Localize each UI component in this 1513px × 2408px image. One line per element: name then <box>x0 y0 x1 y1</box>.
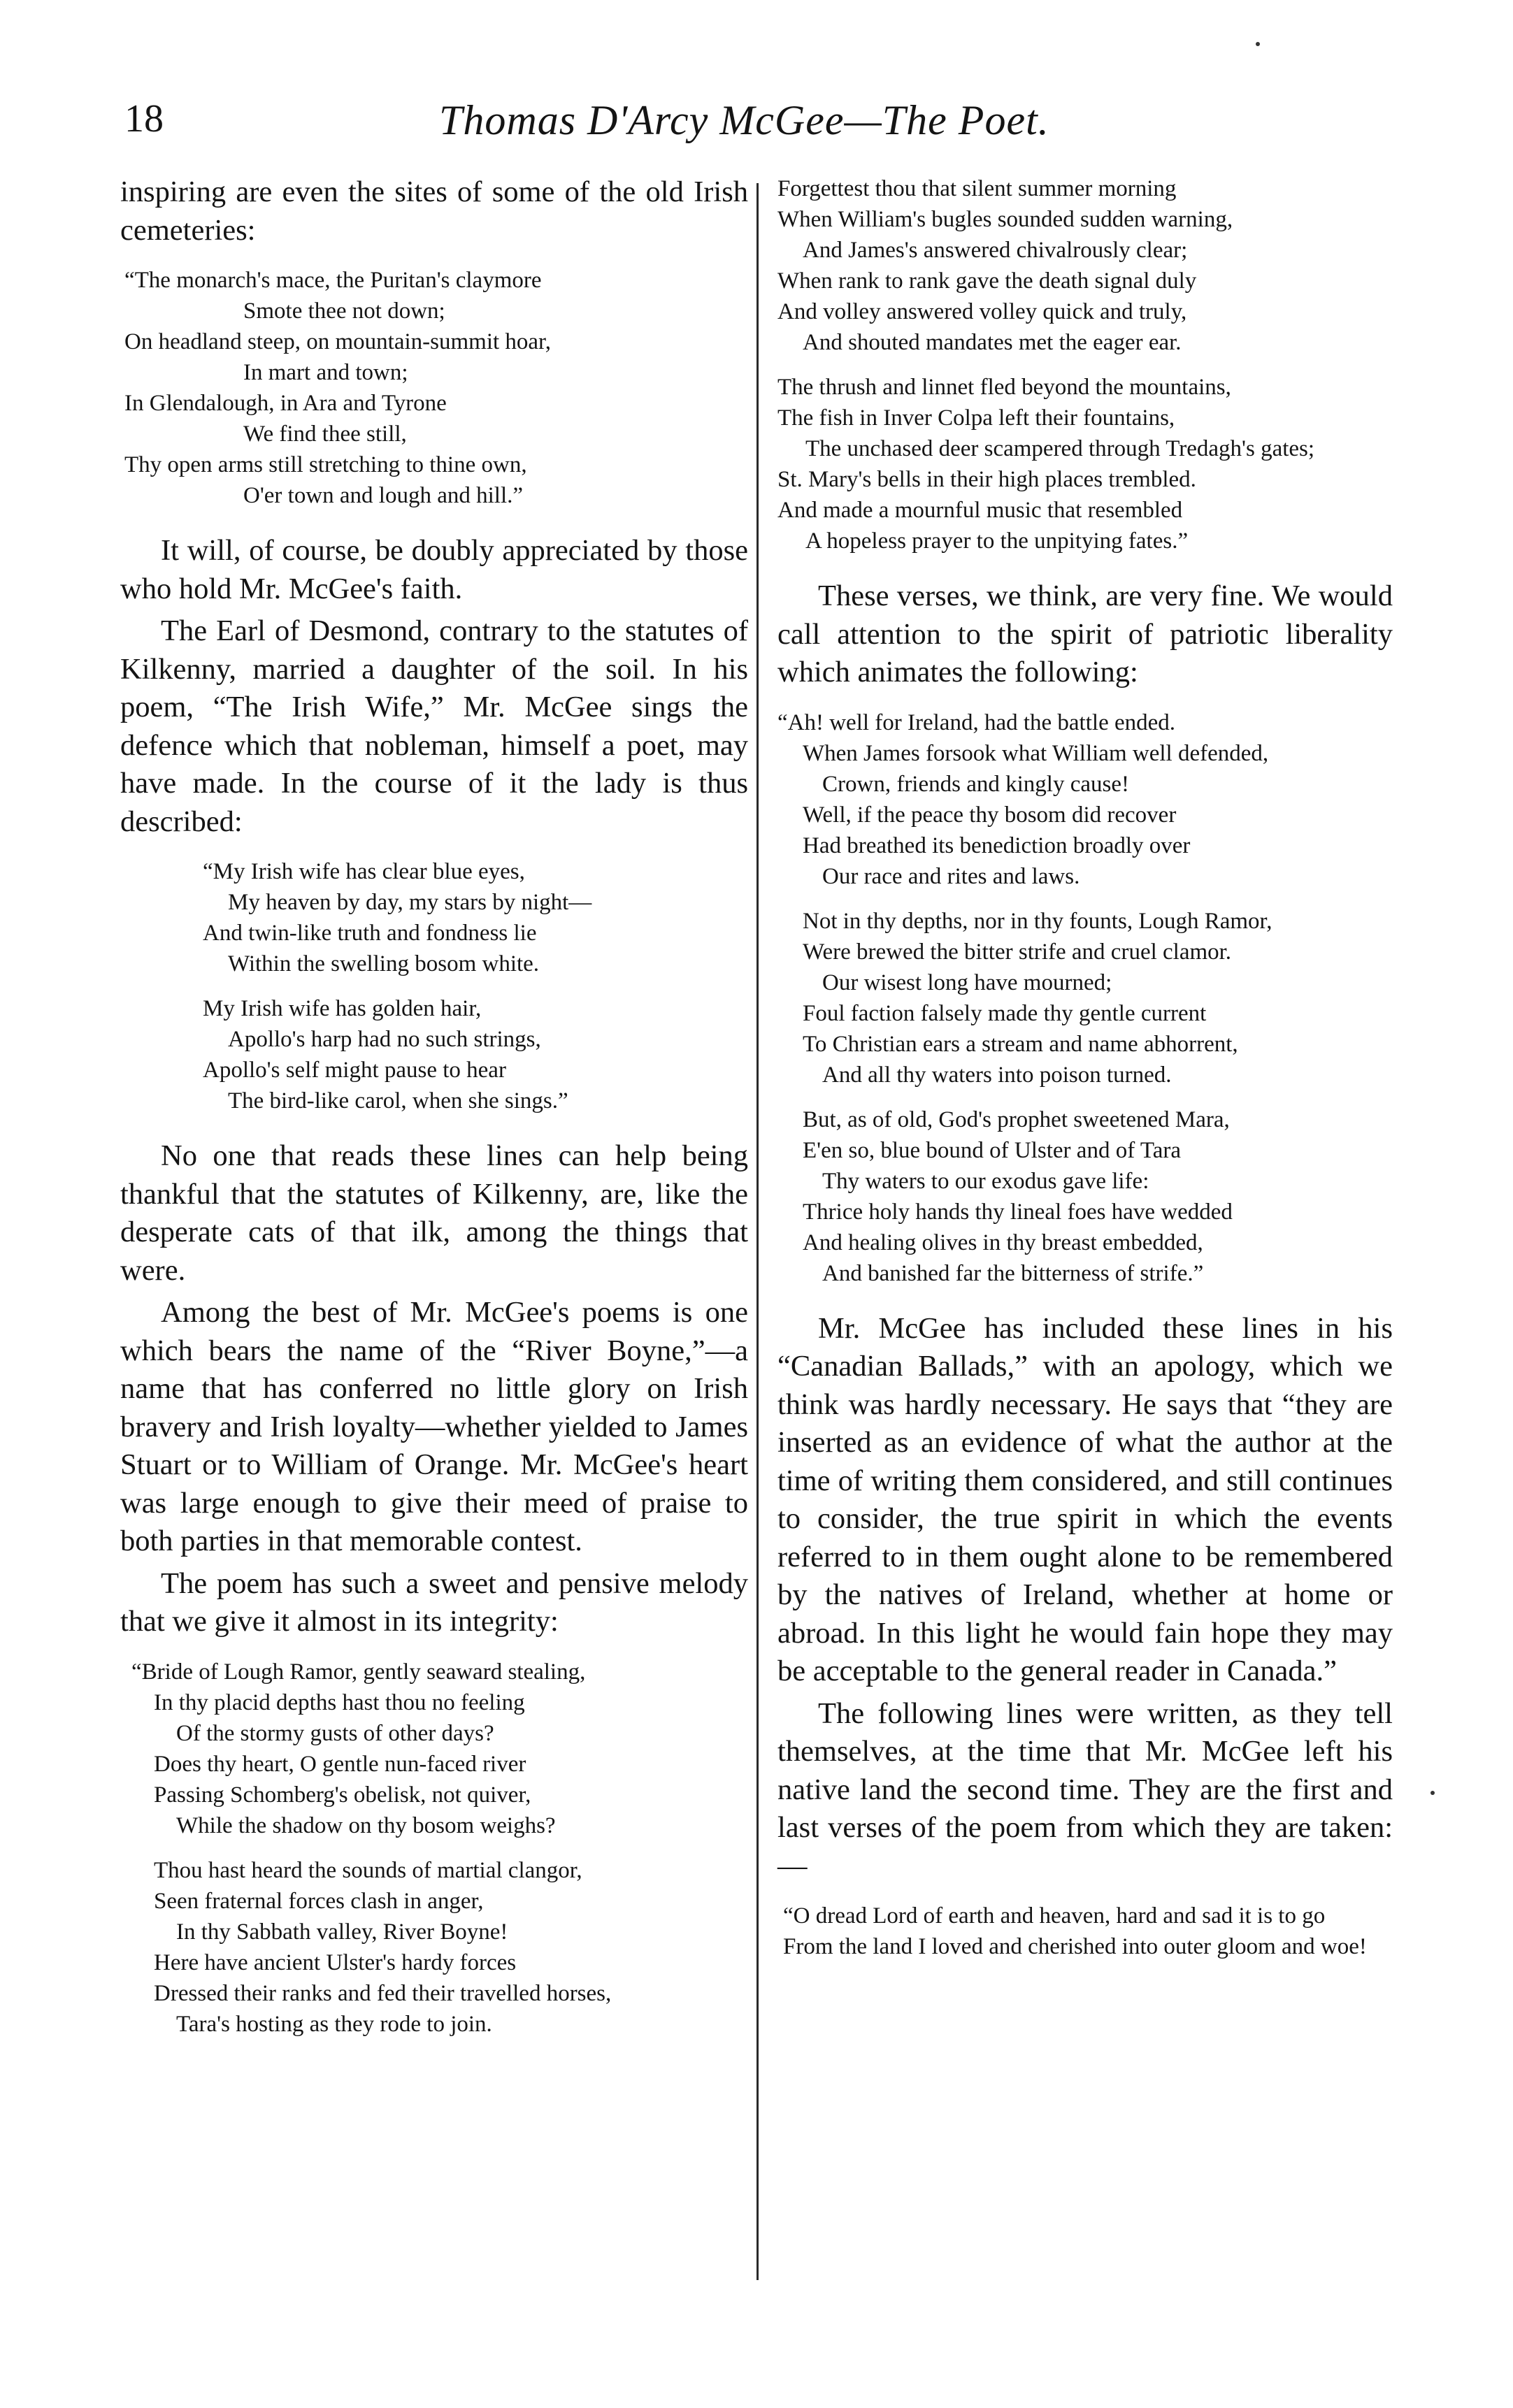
verse-line: “Bride of Lough Ramor, gently seaward stealing, <box>131 1659 586 1685</box>
verse-line: And healing olives in thy breast embedded, <box>803 1230 1203 1255</box>
verse-line: O'er town and lough and hill.” <box>243 483 524 508</box>
stanza <box>203 993 748 1116</box>
verse-line: A hopeless prayer to the unpitying fates.” <box>805 528 1189 554</box>
verse-line: Does thy heart, O gentle nun-faced river <box>154 1751 526 1777</box>
verse-line: And made a mournful music that resembled <box>777 498 1183 523</box>
verse-line: St. Mary's bells in their high places trembled. <box>777 467 1196 492</box>
verse-line: Thy waters to our exodus gave life: <box>822 1168 1149 1194</box>
print-speck <box>1256 42 1260 46</box>
verse-line: Within the swelling bosom white. <box>228 951 540 976</box>
verse-cemeteries <box>120 265 748 511</box>
paragraph: No one that reads these lines can help being thankful that the statutes of Kilkenny, are, like the desperate cats of that ilk, among the things that were. <box>120 1139 748 1287</box>
verse-farewell <box>777 1901 1393 1962</box>
verse-line: And twin-like truth and fondness lie <box>203 921 537 946</box>
paragraph: The poem has such a sweet and pensive melody that we give it almost in its integrity: <box>120 1566 748 1638</box>
stanza <box>131 1855 748 2040</box>
paragraph: inspiring are even the sites of some of the old Irish cemeteries: <box>120 175 748 247</box>
stanza <box>124 265 748 511</box>
stanza <box>777 173 1393 358</box>
verse-line: And all thy waters into poison turned. <box>822 1062 1172 1088</box>
verse-river-boyne-continued <box>777 173 1393 556</box>
verse-river-boyne <box>120 1657 748 2040</box>
verse-line: On headland steep, on mountain-summit hoar, <box>124 329 551 354</box>
verse-line: And James's answered chivalrously clear; <box>803 238 1188 263</box>
verse-line: And shouted mandates met the eager ear. <box>803 330 1182 355</box>
paragraph: Among the best of Mr. McGee's poems is one which bears the name of the “River Boyne,”—a name that has conferred no little glory on Irish bravery and Irish loyalty—whether yielded to James Stuart or to William of Orange. Mr. McGee's heart was large enough to give their meed of praise to both parties in that memorable contest. <box>120 1296 748 1557</box>
page-header <box>124 96 1383 152</box>
stanza <box>777 1104 1393 1289</box>
stanza <box>777 1901 1393 1962</box>
verse-line: From the land I loved and cherished into outer gloom and woe! <box>783 1934 1367 1959</box>
verse-line: And banished far the bitterness of strife.” <box>822 1260 1204 1286</box>
stanza <box>777 372 1393 556</box>
verse-line: Here have ancient Ulster's hardy forces <box>154 1949 517 1975</box>
paragraph: Mr. McGee has included these lines in his “Canadian Ballads,” with an apology, which we think was hardly necessary. He says that “they are inserted as an evidence of what the author at the time of writing them considered, and still continues to consider, the true spirit in which the events referred to in them ought alone to be remembered by the natives of Ireland, whether at home or abroad. In this light he would fain hope they may be acceptable to the general reader in Canada.” <box>777 1311 1393 1687</box>
verse-line: Well, if the peace thy bosom did recover <box>803 802 1177 828</box>
verse-line: The unchased deer scampered through Tredagh's gates; <box>805 436 1315 461</box>
verse-line: Our race and rites and laws. <box>822 863 1080 889</box>
verse-line: We find thee still, <box>243 421 407 447</box>
verse-line: Foul faction falsely made thy gentle current <box>803 1000 1207 1026</box>
verse-line: When rank to rank gave the death signal duly <box>777 268 1197 294</box>
verse-line: E'en so, blue bound of Ulster and of Tara <box>803 1137 1181 1163</box>
verse-line: Forgettest thou that silent summer morning <box>777 176 1177 201</box>
paragraph: These verses, we think, are very fine. We would call attention to the spirit of patriotic liberality which animates the following: <box>777 579 1393 688</box>
verse-line: Not in thy depths, nor in thy founts, Lough Ramor, <box>803 908 1272 934</box>
paragraph: The following lines were written, as they tell themselves, at the time that Mr. McGee left his native land the second time. They are the first and last verses of the poem from which they are taken:— <box>777 1696 1393 1882</box>
verse-line: Were brewed the bitter strife and cruel clamor. <box>803 939 1232 965</box>
verse-line: But, as of old, God's prophet sweetened Mara, <box>803 1106 1230 1132</box>
verse-line: In Glendalough, in Ara and Tyrone <box>124 391 447 416</box>
stanza <box>777 707 1393 892</box>
verse-line: “O dread Lord of earth and heaven, hard and sad it is to go <box>783 1903 1326 1928</box>
verse-line: When James forsook what William well defended, <box>803 740 1269 766</box>
verse-line: Of the stormy gusts of other days? <box>176 1720 494 1746</box>
verse-irish-wife <box>120 856 748 1116</box>
verse-line: When William's bugles sounded sudden warning, <box>777 207 1233 232</box>
verse-line: Smote thee not down; <box>243 298 445 324</box>
verse-line: Our wisest long have mourned; <box>822 969 1112 995</box>
verse-line: Thou hast heard the sounds of martial clangor, <box>154 1857 582 1883</box>
stanza <box>131 1657 748 1841</box>
verse-line: My Irish wife has golden hair, <box>203 996 482 1021</box>
verse-line: Passing Schomberg's obelisk, not quiver, <box>154 1782 531 1808</box>
running-title: Thomas D'Arcy McGee—The Poet. <box>439 97 1049 143</box>
verse-line: In thy Sabbath valley, River Boyne! <box>176 1919 508 1945</box>
verse-line: Apollo's harp had no such strings, <box>228 1027 541 1052</box>
verse-line: Thrice holy hands thy lineal foes have wedded <box>803 1199 1233 1225</box>
verse-line: The bird-like carol, when she sings.” <box>228 1088 568 1113</box>
verse-line: Thy open arms still stretching to thine own, <box>124 452 527 477</box>
page-number: 18 <box>124 97 164 140</box>
verse-line: Tara's hosting as they rode to join. <box>176 2011 492 2037</box>
paragraph: It will, of course, be doubly appreciated by those who hold Mr. McGee's faith. <box>120 534 748 605</box>
verse-line: In thy placid depths hast thou no feeling <box>154 1689 525 1715</box>
verse-line: Seen fraternal forces clash in anger, <box>154 1888 484 1914</box>
verse-line: And volley answered volley quick and truly, <box>777 299 1187 324</box>
verse-line: “Ah! well for Ireland, had the battle ended. <box>777 709 1176 735</box>
left-column <box>120 173 748 2061</box>
verse-line: To Christian ears a stream and name abhorrent, <box>803 1031 1238 1057</box>
stanza <box>203 856 748 979</box>
verse-line: Had breathed its benediction broadly over <box>803 832 1191 858</box>
stanza <box>777 906 1393 1090</box>
verse-line: The thrush and linnet fled beyond the mountains, <box>777 375 1231 400</box>
verse-line: In mart and town; <box>243 360 408 385</box>
verse-line: Crown, friends and kingly cause! <box>822 771 1129 797</box>
verse-line: “The monarch's mace, the Puritan's claymore <box>124 268 542 293</box>
verse-patriotic-liberality <box>777 707 1393 1289</box>
print-speck <box>1430 1791 1435 1795</box>
verse-line: Dressed their ranks and fed their travelled horses, <box>154 1980 612 2006</box>
right-column <box>777 173 1393 1983</box>
column-divider <box>756 183 759 2280</box>
verse-line: Apollo's self might pause to hear <box>203 1058 506 1083</box>
verse-line: My heaven by day, my stars by night— <box>228 890 592 915</box>
verse-line: The fish in Inver Colpa left their fountains, <box>777 405 1175 431</box>
paragraph: The Earl of Desmond, contrary to the statutes of Kilkenny, married a daughter of the soil. In his poem, “The Irish Wife,” Mr. McGee sings the defence which that nobleman, himself a poet, may have made. In the course of it the lady is thus described: <box>120 614 748 838</box>
verse-line: “My Irish wife has clear blue eyes, <box>203 859 525 884</box>
verse-line: While the shadow on thy bosom weighs? <box>176 1812 556 1838</box>
